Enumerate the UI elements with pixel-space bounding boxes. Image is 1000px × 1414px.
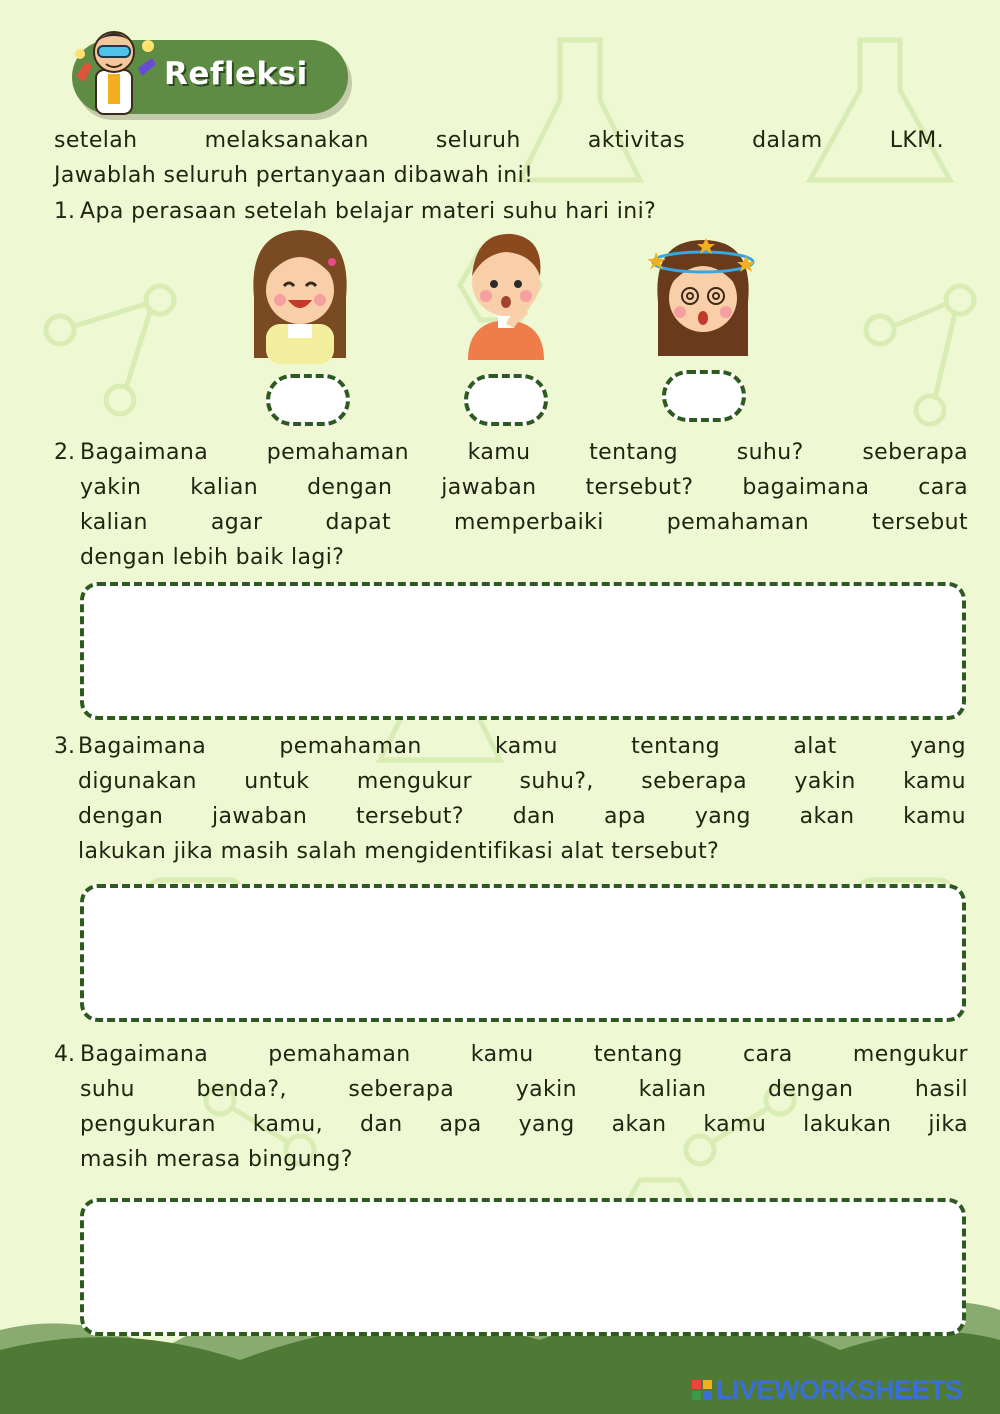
brand-name: LIVEWORKSHEETS xyxy=(716,1374,963,1405)
scientist-mascot-icon xyxy=(68,18,160,118)
question-4-line-4: masih merasa bingung? xyxy=(80,1147,353,1172)
question-3-line-1: Bagaimana pemahaman kamu tentang alat yang xyxy=(78,734,966,759)
question-4-line-3: pengukuran kamu, dan apa yang akan kamu lakukan jika xyxy=(80,1112,968,1137)
liveworksheets-logo-icon xyxy=(692,1380,712,1400)
question-3-answer-box[interactable] xyxy=(80,884,966,1022)
question-4-number: 4. xyxy=(54,1042,75,1067)
dizzy-girl-icon xyxy=(648,232,758,360)
question-3-line-2: digunakan untuk mengukur suhu?, seberapa yakin kamu xyxy=(78,769,966,794)
question-2-number: 2. xyxy=(54,440,75,465)
thinking-boy-icon xyxy=(462,228,550,364)
intro-line-2: Jawablah seluruh pertanyaan dibawah ini! xyxy=(54,163,534,188)
feeling-answer-neutral[interactable] xyxy=(464,374,548,426)
intro-line-1: setelah melaksanakan seluruh aktivitas dalam LKM. xyxy=(54,128,944,153)
question-2-line-1: Bagaimana pemahaman kamu tentang suhu? seberapa xyxy=(80,440,968,465)
question-3-line-4: lakukan jika masih salah mengidentifikasi alat tersebut? xyxy=(78,839,720,864)
liveworksheets-brand xyxy=(692,1374,963,1406)
question-3-line-3: dengan jawaban tersebut? dan apa yang akan kamu xyxy=(78,804,966,829)
feeling-answer-confused[interactable] xyxy=(662,370,746,422)
page-title: Refleksi xyxy=(164,56,308,92)
question-1-text: Apa perasaan setelah belajar materi suhu hari ini? xyxy=(80,199,657,224)
question-1-number: 1. xyxy=(54,199,75,224)
question-2-line-3: kalian agar dapat memperbaiki pemahaman tersebut xyxy=(80,510,968,535)
question-2-line-4: dengan lebih baik lagi? xyxy=(80,545,345,570)
question-4-line-2: suhu benda?, seberapa yakin kalian dengan hasil xyxy=(80,1077,968,1102)
happy-girl-icon xyxy=(244,228,356,366)
question-2-line-2: yakin kalian dengan jawaban tersebut? bagaimana cara xyxy=(80,475,968,500)
question-4-line-1: Bagaimana pemahaman kamu tentang cara mengukur xyxy=(80,1042,968,1067)
question-3-number: 3. xyxy=(54,734,75,759)
feeling-answer-happy[interactable] xyxy=(266,374,350,426)
question-4-answer-box[interactable] xyxy=(80,1198,966,1336)
question-2-answer-box[interactable] xyxy=(80,582,966,720)
